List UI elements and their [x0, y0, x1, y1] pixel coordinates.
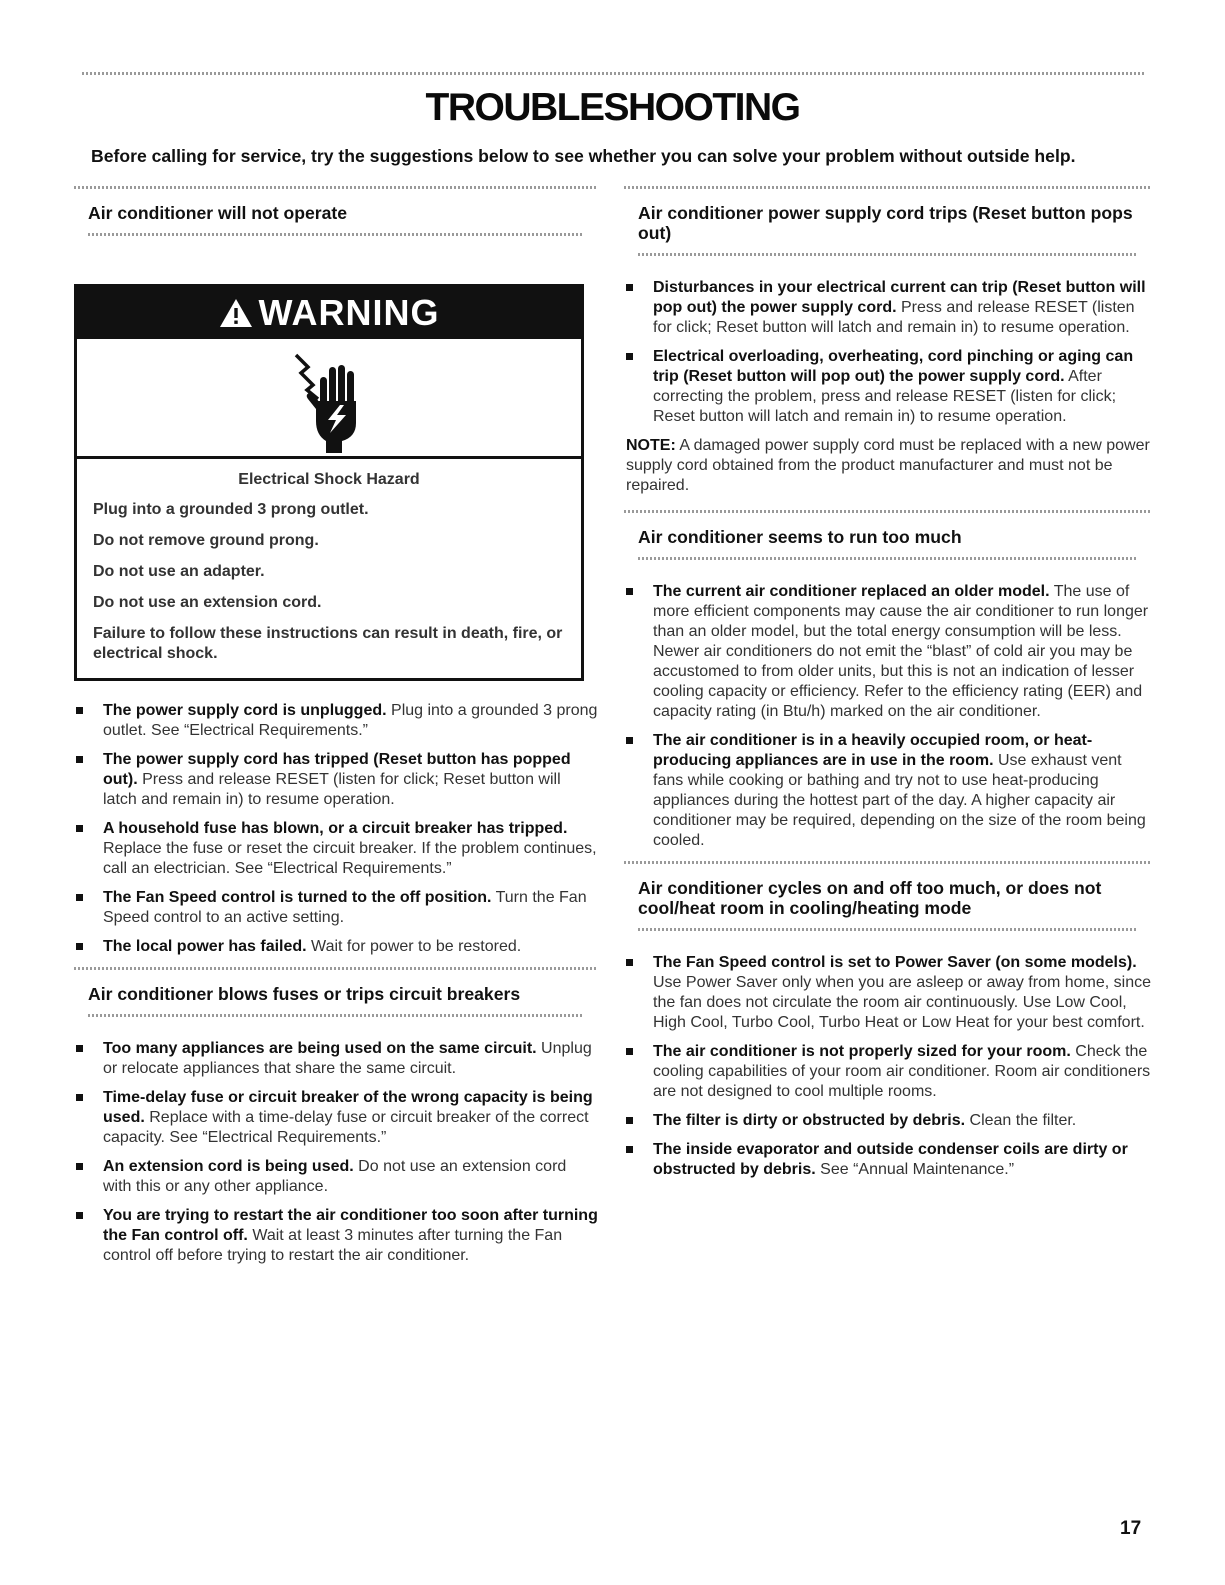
section-title: Air conditioner power supply cord trips (Reset button pops out) — [638, 203, 1133, 243]
section-divider — [638, 253, 1138, 256]
item-text: Wait at least 3 minutes after turning the Fan control off before trying to restart the air conditioner. — [103, 1227, 563, 1264]
bullet-icon — [76, 1045, 83, 1052]
bullet-icon — [76, 707, 83, 714]
item-text: Press and release RESET (listen for click; Reset button will latch and remain in) to resume operation. — [103, 771, 561, 808]
item-text: Do not use an extension cord with this or any other appliance. — [103, 1158, 567, 1195]
list-item — [76, 1088, 598, 1148]
warning-line: Do not remove ground prong. — [93, 532, 319, 549]
list-item — [626, 1111, 1152, 1131]
item-text: See “Annual Maintenance.” — [815, 1161, 1015, 1178]
item-lead: You are trying to restart the air conditioner too soon after turning the Fan control off. — [103, 1207, 598, 1244]
section-header — [624, 186, 1152, 266]
bullet-icon — [626, 737, 633, 744]
bullet-icon — [76, 1212, 83, 1219]
item-text: Clean the filter. — [965, 1112, 1077, 1129]
item-lead: The Fan Speed control is set to Power Saver (on some models). — [653, 954, 1137, 971]
bullet-list — [74, 1039, 598, 1266]
bullet-icon — [626, 959, 633, 966]
list-item — [76, 1157, 598, 1197]
item-text: Wait for power to be restored. — [306, 938, 522, 955]
item-lead: Electrical overloading, overheating, cord pinching or aging can trip (Reset button will pop out) the power supply cord. — [653, 348, 1134, 385]
right-column — [624, 186, 1152, 1189]
item-lead: Time-delay fuse or circuit breaker of the wrong capacity is being used. — [103, 1089, 593, 1126]
list-item — [76, 888, 598, 928]
warning-box — [74, 284, 584, 681]
item-lead: Too many appliances are being used on the same circuit. — [103, 1040, 537, 1057]
item-text: Turn the Fan Speed control to an active setting. — [103, 889, 587, 926]
section-title: Air conditioner will not operate — [88, 203, 348, 223]
item-lead: The power supply cord is unplugged. — [103, 702, 387, 719]
item-text: Use Power Saver only when you are asleep or away from home, since the fan does not circulate the room air continuously. Use Low Cool, High Cool, Turbo Cool, Turbo Heat or Low Heat for your best comfort. — [653, 974, 1152, 1031]
section-title: Air conditioner seems to run too much — [638, 527, 962, 547]
shock-hazard-illustration — [77, 339, 581, 459]
bullet-list — [624, 582, 1152, 851]
item-lead: The inside evaporator and outside condenser coils are dirty or obstructed by debris. — [653, 1141, 1128, 1178]
list-item — [76, 937, 598, 957]
item-text: Press and release RESET (listen for click; Reset button will latch and remain in) to resume operation. — [653, 299, 1135, 336]
list-item — [626, 1042, 1152, 1102]
bullet-icon — [76, 1163, 83, 1170]
list-item — [76, 701, 598, 741]
item-lead: Disturbances in your electrical current can trip (Reset button will pop out) the power supply cord. — [653, 279, 1146, 316]
warning-header — [77, 287, 581, 339]
warning-line: Failure to follow these instructions can result in death, fire, or electrical shock. — [93, 625, 563, 662]
bullet-icon — [626, 284, 633, 291]
bullet-list — [624, 278, 1152, 427]
list-item — [626, 953, 1152, 1033]
bullet-icon — [76, 943, 83, 950]
warning-line: Plug into a grounded 3 prong outlet. — [93, 501, 369, 518]
warning-text — [77, 459, 581, 678]
item-lead: The filter is dirty or obstructed by debris. — [653, 1112, 966, 1129]
intro-text: Before calling for service, try the suggestions below to see whether you can solve your problem without outside help. — [91, 146, 1076, 166]
section-header — [74, 967, 598, 1027]
section-title: Air conditioner cycles on and off too much, or does not cool/heat room in cooling/heating mode — [638, 878, 1102, 918]
bullet-icon — [626, 1146, 633, 1153]
item-lead: The current air conditioner replaced an older model. — [653, 583, 1050, 600]
item-lead: The Fan Speed control is turned to the off position. — [103, 889, 492, 906]
section-divider — [88, 1014, 584, 1017]
item-text: Unplug or relocate appliances that share the same circuit. — [103, 1040, 592, 1077]
note — [624, 436, 1152, 496]
list-item — [626, 1140, 1152, 1180]
bullet-icon — [626, 588, 633, 595]
section-title: Air conditioner blows fuses or trips circuit breakers — [88, 984, 521, 1004]
list-item — [76, 750, 598, 810]
list-item — [626, 731, 1152, 851]
item-text: The use of more efficient components may cause the air conditioner to run longer than an older model, but the total energy consumption will be less. Newer air conditioners do not emit the “blast” of cold air you may be accustomed to from older units, but this is not an indication of lesser cooling capacity or efficiency. Refer to the efficiency rating (EER) and capacity rating (in Btu/h) marked on the air conditioner. — [653, 583, 1149, 720]
section-divider — [88, 233, 584, 236]
bullet-icon — [626, 353, 633, 360]
item-text: Plug into a grounded 3 prong outlet. See “Electrical Requirements.” — [103, 702, 598, 739]
item-lead: A household fuse has blown, or a circuit breaker has tripped. — [103, 820, 568, 837]
bullet-icon — [76, 1094, 83, 1101]
warning-triangle-icon — [219, 298, 253, 328]
page-title: TROUBLESHOOTING — [425, 86, 800, 129]
bullet-icon — [76, 825, 83, 832]
bullet-list — [624, 953, 1152, 1180]
item-lead: The local power has failed. — [103, 938, 307, 955]
bullet-icon — [76, 756, 83, 763]
note-text: A damaged power supply cord must be replaced with a new power supply cord obtained from the product manufacturer and must not be repaired. — [626, 437, 1150, 494]
list-item — [626, 582, 1152, 722]
hazard-title: Electrical Shock Hazard — [238, 471, 420, 488]
item-text: After correcting the problem, press and release RESET (listen for click; Reset button will latch and remain in) to resume operation. — [653, 368, 1117, 425]
section-divider — [638, 557, 1138, 560]
electrical-shock-hand-icon — [274, 343, 384, 453]
top-divider — [82, 72, 1145, 75]
section-header — [624, 861, 1152, 941]
item-lead: The power supply cord has tripped (Reset button has popped out). — [103, 751, 571, 788]
page-number: 17 — [1120, 1518, 1142, 1539]
list-item — [76, 819, 598, 879]
item-text: Replace with a time-delay fuse or circuit breaker of the correct capacity. See “Electrical Requirements.” — [103, 1109, 589, 1146]
warning-label: WARNING — [258, 292, 440, 333]
list-item — [76, 1206, 598, 1266]
left-column — [74, 186, 598, 1275]
item-text: Replace the fuse or reset the circuit breaker. If the problem continues, call an electrician. See “Electrical Requirements.” — [103, 840, 597, 877]
item-lead: The air conditioner is not properly sized for your room. — [653, 1043, 1071, 1060]
section-header — [624, 510, 1152, 570]
bullet-icon — [626, 1117, 633, 1124]
item-lead: An extension cord is being used. — [103, 1158, 354, 1175]
item-lead: The air conditioner is in a heavily occupied room, or heat-producing appliances are in use in the room. — [653, 732, 1093, 769]
warning-line: Do not use an extension cord. — [93, 594, 322, 611]
list-item — [76, 1039, 598, 1079]
bullet-icon — [76, 894, 83, 901]
item-text: Check the cooling capabilities of your room air conditioner. Room air conditioners are not designed to cool multiple rooms. — [653, 1043, 1151, 1100]
item-text: Use exhaust vent fans while cooking or bathing and try not to use heat-producing appliances during the hottest part of the day. A higher capacity air conditioner may be required, depending on the size of the room being cooled. — [653, 752, 1146, 849]
bullet-list — [74, 701, 598, 957]
section-header — [74, 186, 598, 246]
note-label: NOTE: — [626, 437, 676, 454]
warning-line: Do not use an adapter. — [93, 563, 265, 580]
bullet-icon — [626, 1048, 633, 1055]
list-item — [626, 347, 1152, 427]
section-divider — [638, 928, 1138, 931]
list-item — [626, 278, 1152, 338]
